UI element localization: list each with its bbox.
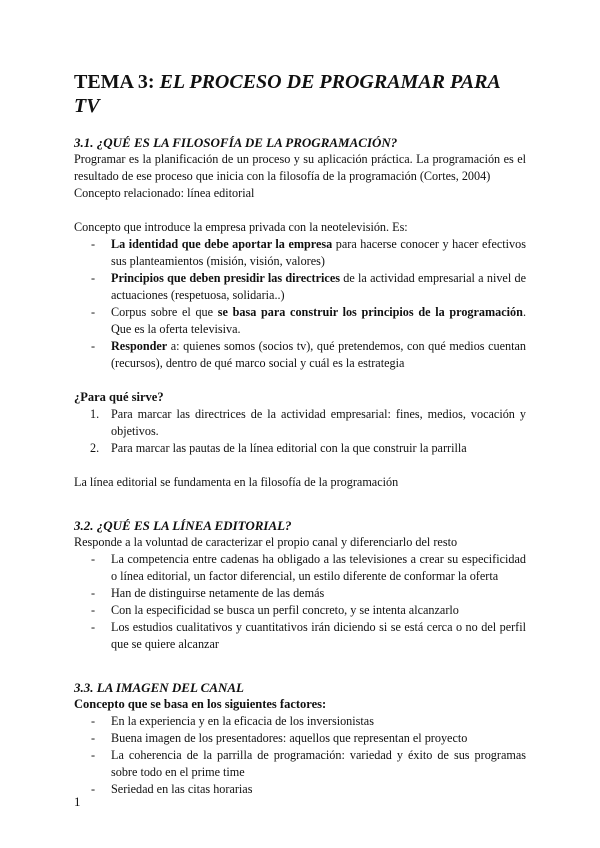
- list-item: [74, 236, 526, 270]
- s3-subheading: Concepto que se basa en los siguientes factores:: [74, 697, 327, 711]
- item-text: Los estudios cualitativos y cuantitativos irán diciendo si se está cerca o no del perfil que se quiere alcanzar: [111, 620, 526, 651]
- section-heading-3-3: 3.3. LA IMAGEN DEL CANAL: [74, 680, 244, 695]
- dash-marker: -: [91, 714, 96, 728]
- purpose-list: [74, 406, 526, 457]
- list-item: [74, 270, 526, 304]
- dash-marker: -: [91, 731, 96, 745]
- item-bold: Principios que deben presidir las directrices: [111, 271, 340, 285]
- s1-concept: Concepto que introduce la empresa privada con la neotelevisión. Es:: [74, 220, 408, 234]
- item-text: Para marcar las pautas de la línea editorial con la que construir la parrilla: [111, 441, 467, 455]
- document-page: [74, 70, 526, 798]
- dash-marker: -: [91, 603, 96, 617]
- item-text: En la experiencia y en la eficacia de los inversionistas: [111, 714, 374, 728]
- list-item: [74, 406, 526, 440]
- item-bold: La identidad que debe aportar la empresa: [111, 237, 333, 251]
- list-item: [74, 440, 526, 457]
- page-number: 1: [74, 794, 81, 809]
- item-bold: se basa para construir los principios de la programación: [217, 305, 523, 319]
- s3-bullet-list: [74, 713, 526, 798]
- list-item: [74, 338, 526, 372]
- item-text: . Que es la oferta televisiva.: [111, 305, 526, 336]
- page-title: [74, 70, 526, 118]
- list-item: [74, 304, 526, 338]
- title-prefix: TEMA 3:: [74, 71, 160, 93]
- section-heading-3-1: 3.1. ¿QUÉ ES LA FILOSOFÍA DE LA PROGRAMACIÓN?: [74, 135, 398, 150]
- section-heading-3-2: 3.2. ¿QUÉ ES LA LÍNEA EDITORIAL?: [74, 518, 292, 533]
- list-item: [74, 551, 526, 585]
- item-text: a: quienes somos (socios tv), qué pretendemos, con qué medios cuentan (recursos), dentro de qué marco social y cuál es la estrategia: [111, 339, 526, 370]
- dash-marker: -: [91, 620, 96, 634]
- dash-marker: -: [91, 586, 96, 600]
- s2-intro: Responde a la voluntad de caracterizar el propio canal y diferenciarlo del resto: [74, 535, 458, 549]
- item-bold: Responder: [111, 339, 168, 353]
- list-item: [74, 713, 526, 730]
- dash-marker: -: [91, 782, 96, 796]
- dash-marker: -: [91, 271, 96, 285]
- dash-marker: -: [91, 552, 96, 566]
- dash-marker: -: [91, 305, 96, 319]
- number-marker: 1.: [90, 407, 100, 421]
- item-text: La coherencia de la parrilla de programación: variedad y éxito de sus programas sobre todo en el prime time: [111, 748, 526, 779]
- s1-closing: La línea editorial se fundamenta en la filosofía de la programación: [74, 475, 399, 489]
- list-item: [74, 585, 526, 602]
- list-item: [74, 781, 526, 798]
- item-text: para hacerse conocer y hacer efectivos sus planteamientos (misión, visión, valores): [111, 237, 526, 268]
- dash-marker: -: [91, 748, 96, 762]
- s1-bullet-list: [74, 236, 526, 372]
- number-marker: 2.: [90, 441, 100, 455]
- item-text: Seriedad en las citas horarias: [111, 782, 253, 796]
- dash-marker: -: [91, 339, 96, 353]
- s2-bullet-list: [74, 551, 526, 653]
- item-text: Para marcar las directrices de la actividad empresarial: fines, medios, vocación y objetivos.: [111, 407, 526, 438]
- s1-related: Concepto relacionado: línea editorial: [74, 186, 255, 200]
- item-text: Han de distinguirse netamente de las demás: [111, 586, 325, 600]
- purpose-heading: ¿Para qué sirve?: [74, 390, 164, 404]
- list-item: [74, 602, 526, 619]
- item-text: La competencia entre cadenas ha obligado a las televisiones a crear su especificidad o línea editorial, un factor diferencial, un estilo diferente de conformar la oferta: [111, 552, 526, 583]
- s1-intro: Programar es la planificación de un proceso y su aplicación práctica. La programación es el resultado de ese proceso que inicia con la filosofía de la programación (Cortes, 2004): [74, 152, 526, 183]
- item-text-pre: Corpus sobre el que: [111, 305, 218, 319]
- list-item: [74, 747, 526, 781]
- list-item: [74, 730, 526, 747]
- dash-marker: -: [91, 237, 96, 251]
- title-italic: EL PROCESO DE PROGRAMAR PARA TV: [74, 71, 500, 117]
- item-text: Buena imagen de los presentadores: aquellos que representan el proyecto: [111, 731, 468, 745]
- item-text: de la actividad empresarial a nivel de actuaciones (respetuosa, solidaria..): [111, 271, 526, 302]
- list-item: [74, 619, 526, 653]
- item-text: Con la especificidad se busca un perfil concreto, y se intenta alcanzarlo: [111, 603, 459, 617]
